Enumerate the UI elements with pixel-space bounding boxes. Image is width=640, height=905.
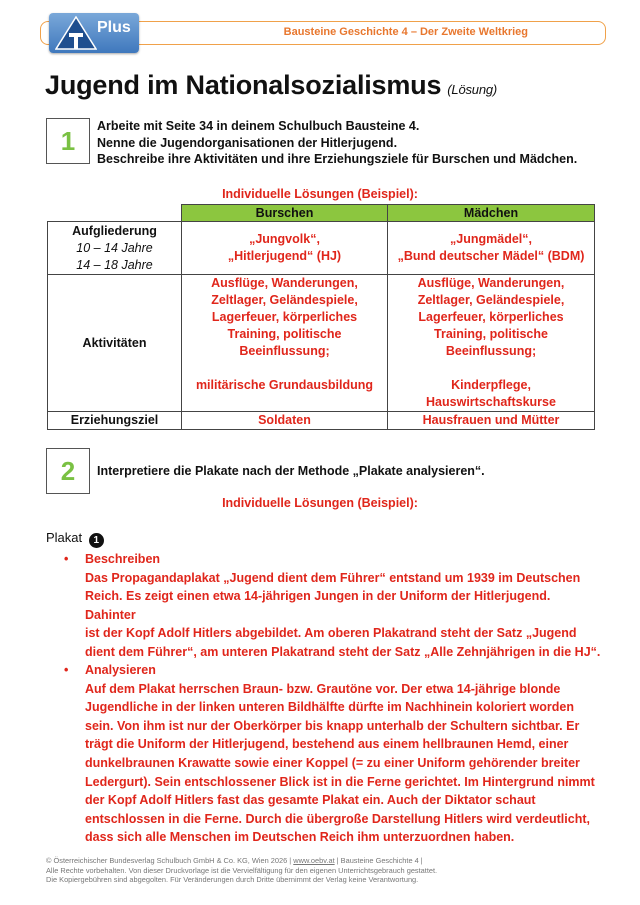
- cell-line: Training, politische: [434, 327, 548, 341]
- cell-line: „Hitlerjugend“ (HJ): [227, 249, 342, 263]
- row-label-erziehungsziel: Erziehungsziel: [48, 412, 182, 430]
- cell-line: „Bund deutscher Mädel“ (BDM): [397, 249, 585, 263]
- bullet-heading: Analysieren: [85, 663, 156, 677]
- page-title: [45, 70, 497, 101]
- bullet-body: [64, 569, 604, 662]
- task1-line: Nenne die Jugendorganisationen der Hitlerjugend.: [97, 135, 398, 150]
- logo-text: Plus: [97, 19, 131, 36]
- cell-line: Kinderpflege,: [451, 378, 531, 392]
- triangle-logo-icon: [55, 16, 97, 50]
- age-range: 14 – 18 Jahre: [76, 258, 153, 272]
- paragraph-line: dunkelbraunen Krawatte sowie einer Koppel (= zu einer Uniform gehörender breiter: [85, 755, 580, 770]
- bullet-analysieren: [64, 661, 604, 847]
- header-title: Bausteine Geschichte 4 – Der Zweite Weltkrieg: [283, 26, 528, 38]
- footer-website-link[interactable]: www.oebv.at: [293, 856, 335, 865]
- page-subtitle: (Lösung): [447, 82, 498, 97]
- bullet-dot-icon: •: [64, 552, 69, 566]
- bullet-heading: Beschreiben: [85, 552, 161, 566]
- task-number-2: 2: [46, 448, 90, 494]
- paragraph-line: Ledergurt). Sein entschlossener Blick ist in die Ferne gerichtet. Im Hintergrund nimmt: [85, 774, 595, 789]
- footer-line: Alle Rechte vorbehalten. Von dieser Druckvorlage ist die Vervielfältigung für den eigenen Unterrichtsgebrauch gestattet.: [46, 865, 438, 875]
- cell-line: Hauswirtschaftskurse: [426, 395, 556, 409]
- task1-instructions: [97, 118, 577, 168]
- task-number-1: 1: [46, 118, 90, 164]
- table-row: [48, 412, 595, 430]
- age-range: 10 – 14 Jahre: [76, 241, 153, 255]
- paragraph-line: ist der Kopf Adolf Hitlers abgebildet. Am oberen Plakatrand steht der Satz „Jugend: [85, 626, 577, 641]
- row-label-aktivitaeten: Aktivitäten: [48, 275, 182, 412]
- task2-note: Individuelle Lösungen (Beispiel):: [222, 496, 418, 510]
- table-corner: [48, 205, 182, 222]
- table-header-row: [48, 205, 595, 222]
- footer: [46, 856, 606, 885]
- cell-line: „Jungvolk“,: [249, 232, 320, 246]
- paragraph-line: trägt die Uniform der Hitlerjugend, bestehend aus einem hellbraunen Hemd, einer: [85, 737, 569, 752]
- cell-line: Lagerfeuer, körperliches: [211, 310, 358, 324]
- paragraph-line: entschlossen in die Ferne. Durch die übergroße Darstellung Hitlers wird verdeutlicht,: [85, 811, 590, 826]
- paragraph-line: sein. Von ihm ist nur der Oberkörper bis knapp unterhalb der Schultern sichtbar. Er: [85, 718, 580, 733]
- page-title-text: Jugend im Nationalsozialismus: [45, 70, 442, 100]
- organisations-table: [47, 204, 595, 430]
- bullet-beschreiben: [64, 550, 604, 662]
- cell-line: Ausflüge, Wanderungen,: [211, 276, 358, 290]
- paragraph-line: Das Propagandaplakat „Jugend dient dem Führer“ entstand um 1939 im Deutschen: [85, 570, 581, 585]
- cell-boys-goal: Soldaten: [182, 412, 388, 430]
- cell-line: Beeinflussung;: [239, 344, 330, 358]
- col-header-burschen: Burschen: [182, 205, 388, 222]
- cell-line: Zeltlager, Geländespiele,: [211, 293, 358, 307]
- footer-line: Die Kopiergebühren sind abgegolten. Für Veränderungen durch Dritte übernimmt der Verlag keine Verantwortung.: [46, 875, 419, 885]
- paragraph-line: dient dem Führer“, am unteren Plakatrand steht der Satz „Alle Zehnjährigen in die HJ“.: [85, 644, 601, 659]
- paragraph-line: dass sich alle Menschen im Deutschen Reich ihm unterzuordnen haben.: [85, 830, 515, 845]
- cell-girls-goal: Hausfrauen und Mütter: [388, 412, 595, 430]
- task1-line: Arbeite mit Seite 34 in deinem Schulbuch Bausteine 4.: [97, 119, 420, 133]
- plakat-heading: [46, 530, 104, 548]
- task1-note: Individuelle Lösungen (Beispiel):: [222, 187, 418, 201]
- paragraph-line: Jugendliche in der linken unteren Bildhälfte dürfte im Nachhinein koloriert worden: [85, 700, 574, 715]
- cell-line: Lagerfeuer, körperliches: [418, 310, 564, 324]
- table-row: [48, 275, 595, 412]
- cell-boys-activities: [182, 275, 388, 412]
- footer-book: | Bausteine Geschichte 4 |: [334, 856, 423, 865]
- cell-line: Training, politische: [227, 327, 342, 341]
- cell-girls-organisation: [388, 222, 595, 275]
- row-label-aufgliederung: [48, 222, 182, 275]
- cell-line: Ausflüge, Wanderungen,: [417, 276, 565, 290]
- col-header-maedchen: Mädchen: [388, 205, 595, 222]
- cell-boys-organisation: [182, 222, 388, 275]
- paragraph-line: der Kopf Adolf Hitlers fast das gesamte Plakat ein. Auch der Diktator schaut: [85, 793, 536, 808]
- footer-copyright: © Österreichischer Bundesverlag Schulbuch GmbH & Co. KG, Wien 2026 |: [46, 856, 294, 865]
- cell-line: militärische Grundausbildung: [195, 378, 374, 392]
- footer-line: [46, 856, 606, 866]
- paragraph-line: Reich. Es zeigt einen etwa 14-jährigen Jungen in der Uniform der Hitlerjugend. Dahinter: [85, 589, 551, 622]
- plakat-label: Plakat: [46, 530, 83, 545]
- bullet-body: [64, 680, 604, 847]
- cell-line: Beeinflussung;: [445, 344, 537, 358]
- task2-instructions: Interpretiere die Plakate nach der Methode „Plakate analysieren“.: [97, 464, 485, 478]
- publisher-logo: [49, 13, 139, 53]
- task1-line: Beschreibe ihre Aktivitäten und ihre Erziehungsziele für Burschen und Mädchen.: [97, 152, 578, 166]
- paragraph-line: Auf dem Plakat herrschen Braun- bzw. Grautöne vor. Der etwa 14-jährige blonde: [85, 681, 561, 696]
- plakat-number-badge: 1: [89, 533, 104, 548]
- row-label: Aufgliederung: [72, 224, 157, 238]
- cell-girls-activities: [388, 275, 595, 412]
- table-row: [48, 222, 595, 275]
- cell-line: Zeltlager, Geländespiele,: [417, 293, 565, 307]
- bullet-dot-icon: •: [64, 663, 69, 677]
- cell-line: „Jungmädel“,: [450, 232, 532, 246]
